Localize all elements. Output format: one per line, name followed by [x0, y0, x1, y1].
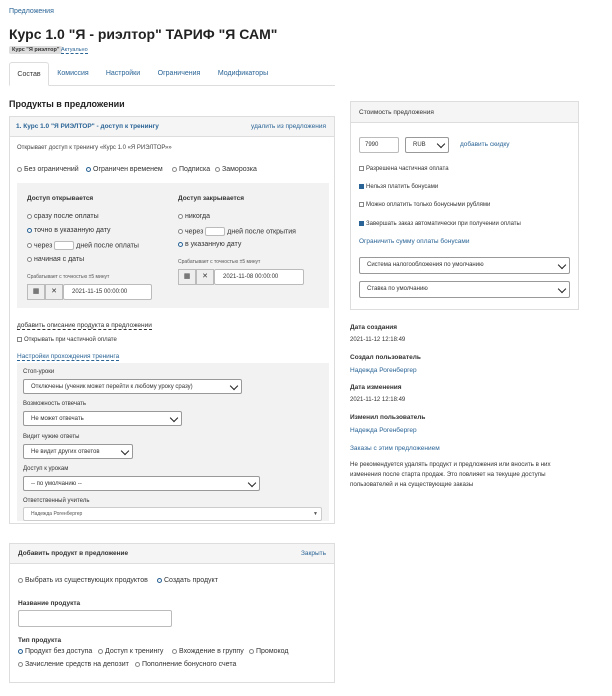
- radio-icon[interactable]: [178, 214, 183, 219]
- checkbox-label: Завершать заказ автоматически при получении оплаты: [366, 221, 521, 228]
- radio-label: Ограничен временем: [93, 166, 163, 173]
- product-panel-header: [10, 117, 334, 137]
- product-description: Открывает доступ к тренингу «Курс 1.0 «Я РИЭЛТОР»»: [17, 145, 172, 151]
- create-product-radio[interactable]: [157, 577, 218, 584]
- section-title: Продукты в предложении: [9, 99, 125, 109]
- open-immediately[interactable]: [27, 213, 99, 220]
- radio-label: начиная с даты: [34, 256, 85, 263]
- radio-label: Пополнение бонусного счета: [142, 661, 237, 668]
- access-settings-box: [17, 183, 329, 308]
- calendar-icon: ▦: [32, 288, 40, 295]
- add-product-panel: [9, 543, 335, 683]
- radio-icon[interactable]: [17, 167, 22, 172]
- product-type-label: Тип продукта: [18, 637, 62, 644]
- product-name-input[interactable]: [18, 610, 172, 627]
- calendar-icon: ▦: [183, 273, 191, 280]
- rate-select[interactable]: [359, 281, 570, 298]
- created-by-label: Создал пользователь: [350, 354, 421, 361]
- close-title: Доступ закрывается: [178, 195, 244, 202]
- tab-commission[interactable]: Комиссия: [57, 70, 89, 77]
- radio-label: Заморозка: [222, 166, 257, 173]
- type-promocode[interactable]: [249, 648, 289, 655]
- answer-label: Возможность отвечать: [23, 401, 87, 407]
- cost-title: Стоимость предложения: [359, 109, 434, 116]
- select-value: RUB: [413, 142, 426, 148]
- radio-icon[interactable]: [178, 242, 183, 247]
- radio-icon[interactable]: [178, 229, 183, 234]
- add-product-title: Добавить продукт в предложение: [18, 550, 129, 557]
- close-icon: ✕: [51, 288, 57, 295]
- radio-label: Продукт без доступа: [25, 648, 93, 655]
- choose-existing-radio[interactable]: [18, 577, 148, 584]
- tab-restrictions[interactable]: Ограничения: [157, 70, 201, 77]
- checkbox-label: Открывать при частичной оплате: [24, 337, 117, 344]
- close-exact-date[interactable]: [178, 241, 241, 248]
- radio-icon[interactable]: [135, 662, 140, 667]
- answer-select[interactable]: [23, 411, 182, 426]
- changed-by-label: Изменил пользователь: [350, 414, 426, 421]
- product-panel: [9, 116, 335, 524]
- radio-icon[interactable]: [86, 167, 91, 172]
- stop-lessons-label: Стоп-уроки: [23, 369, 55, 375]
- radio-label: сразу после оплаты: [34, 213, 99, 220]
- clear-date-button[interactable]: [45, 284, 63, 300]
- chevron-down-icon: [170, 413, 178, 421]
- lessons-access-select[interactable]: [23, 476, 260, 491]
- radio-icon[interactable]: [18, 649, 23, 654]
- radio-label: через: [34, 242, 53, 250]
- training-settings-box: [17, 363, 329, 521]
- close-icon: ✕: [202, 273, 208, 280]
- course-badge: Курс "Я риэлтор": [9, 46, 62, 54]
- close-date-input[interactable]: 2021-11-08 00:00:00: [214, 269, 304, 285]
- radio-label: Доступ к тренингу: [105, 648, 164, 655]
- chevron-down-icon: [121, 446, 129, 454]
- open-from-date[interactable]: [27, 256, 84, 263]
- tab-settings[interactable]: Настройки: [105, 70, 141, 77]
- select-value: Не может отвечать: [31, 416, 84, 422]
- radio-icon[interactable]: [157, 578, 162, 583]
- access-mode-subscription[interactable]: [172, 166, 210, 173]
- product-name-label: Название продукта: [18, 600, 81, 607]
- page-title: Курс 1.0 "Я - риэлтор" ТАРИФ "Я САМ": [9, 26, 278, 42]
- see-answers-label: Видит чужие ответы: [23, 434, 80, 440]
- radio-icon[interactable]: [215, 167, 220, 172]
- checkbox-label: Нельзя платить бонусами: [366, 184, 439, 191]
- bonus-only-checkbox[interactable]: [359, 202, 490, 208]
- status-badge[interactable]: Актуально: [61, 47, 88, 53]
- radio-icon[interactable]: [27, 214, 32, 219]
- changed-label: Дата изменения: [350, 384, 402, 391]
- select-value: Надежда Рогенбергер: [31, 511, 83, 517]
- close-hint: Срабатывает с точностью ±5 минут: [178, 259, 261, 265]
- add-description-link[interactable]: добавить описание продукта в предложении: [17, 322, 152, 329]
- radio-label: никогда: [185, 213, 211, 220]
- close-days-input[interactable]: [205, 227, 225, 236]
- access-mode-time[interactable]: [86, 166, 163, 173]
- no-bonus-checkbox[interactable]: [359, 184, 438, 190]
- created-date: 2021-11-12 12:18:49: [350, 337, 406, 343]
- select-value: Отключены (ученик может перейти к любому уроку сразу): [31, 384, 193, 390]
- radio-label-suffix: дней после оплаты: [76, 242, 139, 250]
- training-settings-link[interactable]: Настройки прохождения тренинга: [17, 353, 120, 360]
- checkbox-icon[interactable]: [17, 337, 22, 342]
- tab-modifiers[interactable]: Модификаторы: [217, 70, 269, 77]
- radio-label: Создать продукт: [164, 577, 218, 584]
- radio-icon[interactable]: [27, 228, 32, 233]
- radio-icon[interactable]: [18, 578, 23, 583]
- checkbox-icon[interactable]: [359, 221, 364, 226]
- radio-label-suffix: дней после открытия: [227, 228, 296, 236]
- created-label: Дата создания: [350, 324, 398, 331]
- radio-icon[interactable]: [98, 649, 103, 654]
- auto-complete-checkbox[interactable]: [359, 221, 521, 227]
- radio-label: Вхождение в группу: [179, 648, 244, 655]
- breadcrumb[interactable]: Предложения: [9, 8, 54, 15]
- open-date-input[interactable]: 2021-11-15 00:00:00: [63, 284, 152, 300]
- radio-label: точно в указанную дату: [34, 227, 111, 234]
- select-value: Система налогообложения по умолчанию: [367, 262, 484, 268]
- lessons-access-label: Доступ к урокам: [23, 466, 69, 472]
- price-input[interactable]: 7990: [359, 137, 399, 153]
- cost-panel: [350, 101, 579, 310]
- chevron-down-icon: [558, 260, 566, 268]
- radio-icon[interactable]: [27, 243, 32, 248]
- checkbox-icon[interactable]: [359, 202, 364, 207]
- created-by-link[interactable]: Надежда Рогенбергер: [350, 367, 417, 374]
- tax-select[interactable]: [359, 257, 570, 274]
- cost-header: [351, 102, 578, 123]
- product-title[interactable]: 1. Курс 1.0 "Я РИЭЛТОР" - доступ к тренингу: [16, 123, 159, 130]
- type-bonus[interactable]: [135, 661, 236, 668]
- changed-date: 2021-11-12 12:18:49: [350, 397, 406, 403]
- radio-icon[interactable]: [172, 167, 177, 172]
- type-no-access[interactable]: [18, 648, 92, 655]
- checkbox-label: Разрешена частичная оплата: [366, 166, 449, 173]
- chevron-down-icon: [558, 284, 566, 292]
- open-after-days[interactable]: [27, 241, 139, 250]
- type-training-access[interactable]: [98, 648, 163, 655]
- radio-icon[interactable]: [172, 649, 177, 654]
- radio-label: Без ограничений: [24, 166, 79, 173]
- radio-icon[interactable]: [27, 257, 32, 262]
- see-answers-select[interactable]: [23, 444, 133, 459]
- teacher-label: Ответственный учитель: [23, 498, 90, 504]
- radio-label: в указанную дату: [185, 241, 242, 248]
- checkbox-icon[interactable]: [359, 166, 364, 171]
- type-group[interactable]: [172, 648, 244, 655]
- open-days-input[interactable]: [54, 241, 74, 250]
- type-deposit[interactable]: [18, 661, 129, 668]
- calendar-button[interactable]: [27, 284, 45, 300]
- select-value: -- по умолчанию --: [31, 481, 82, 487]
- radio-label: Промокод: [256, 648, 289, 655]
- orders-link[interactable]: Заказы с этим предложением: [350, 445, 440, 452]
- calendar-button[interactable]: [178, 269, 196, 285]
- chevron-down-icon: [230, 381, 238, 389]
- close-never[interactable]: [178, 213, 210, 220]
- select-value: Ставка по умолчанию: [367, 286, 428, 292]
- partial-open-checkbox[interactable]: [17, 337, 117, 343]
- open-exact-date[interactable]: [27, 227, 111, 234]
- radio-icon[interactable]: [18, 662, 23, 667]
- open-title: Доступ открывается: [27, 195, 94, 202]
- teacher-select[interactable]: [23, 507, 322, 521]
- radio-label: Выбрать из существующих продуктов: [25, 577, 148, 584]
- remove-product-link[interactable]: удалить из предложения: [251, 123, 326, 130]
- radio-label: Подписка: [179, 166, 211, 173]
- warning-note: Не рекомендуется удалять продукт и предложения или вносить в них изменения после старта продаж. Это повлияет на текущие доступы пользователей и на существующие заказы: [350, 461, 551, 488]
- add-product-header: [10, 544, 334, 564]
- access-mode-freeze[interactable]: [215, 166, 257, 173]
- tab-sostav[interactable]: Состав: [9, 62, 49, 86]
- triangle-down-icon: ▼: [313, 511, 318, 517]
- radio-label: Зачисление средств на депозит: [25, 661, 129, 668]
- close-after-days[interactable]: [178, 227, 296, 236]
- chevron-down-icon: [437, 140, 445, 148]
- chevron-down-icon: [248, 478, 256, 486]
- open-hint: Срабатывает с точностью ±5 минут: [27, 274, 110, 280]
- access-mode-unlimited[interactable]: [17, 166, 79, 173]
- checkbox-label: Можно оплатить только бонусными рублями: [366, 202, 491, 209]
- tabs-bar: [9, 62, 335, 86]
- changed-by-link[interactable]: Надежда Рогенбергер: [350, 427, 417, 434]
- radio-label: через: [185, 228, 204, 236]
- clear-date-button[interactable]: [196, 269, 214, 285]
- close-add-product-link[interactable]: Закрыть: [300, 550, 326, 557]
- radio-icon[interactable]: [249, 649, 254, 654]
- partial-payment-checkbox[interactable]: [359, 166, 449, 172]
- stop-lessons-select[interactable]: [23, 379, 242, 394]
- checkbox-icon[interactable]: [359, 184, 364, 189]
- limit-bonus-link[interactable]: Ограничить сумму оплаты бонусами: [359, 238, 470, 245]
- add-discount-link[interactable]: добавить скидку: [460, 141, 510, 148]
- currency-select[interactable]: [405, 137, 449, 153]
- select-value: Не видит других ответов: [31, 449, 100, 455]
